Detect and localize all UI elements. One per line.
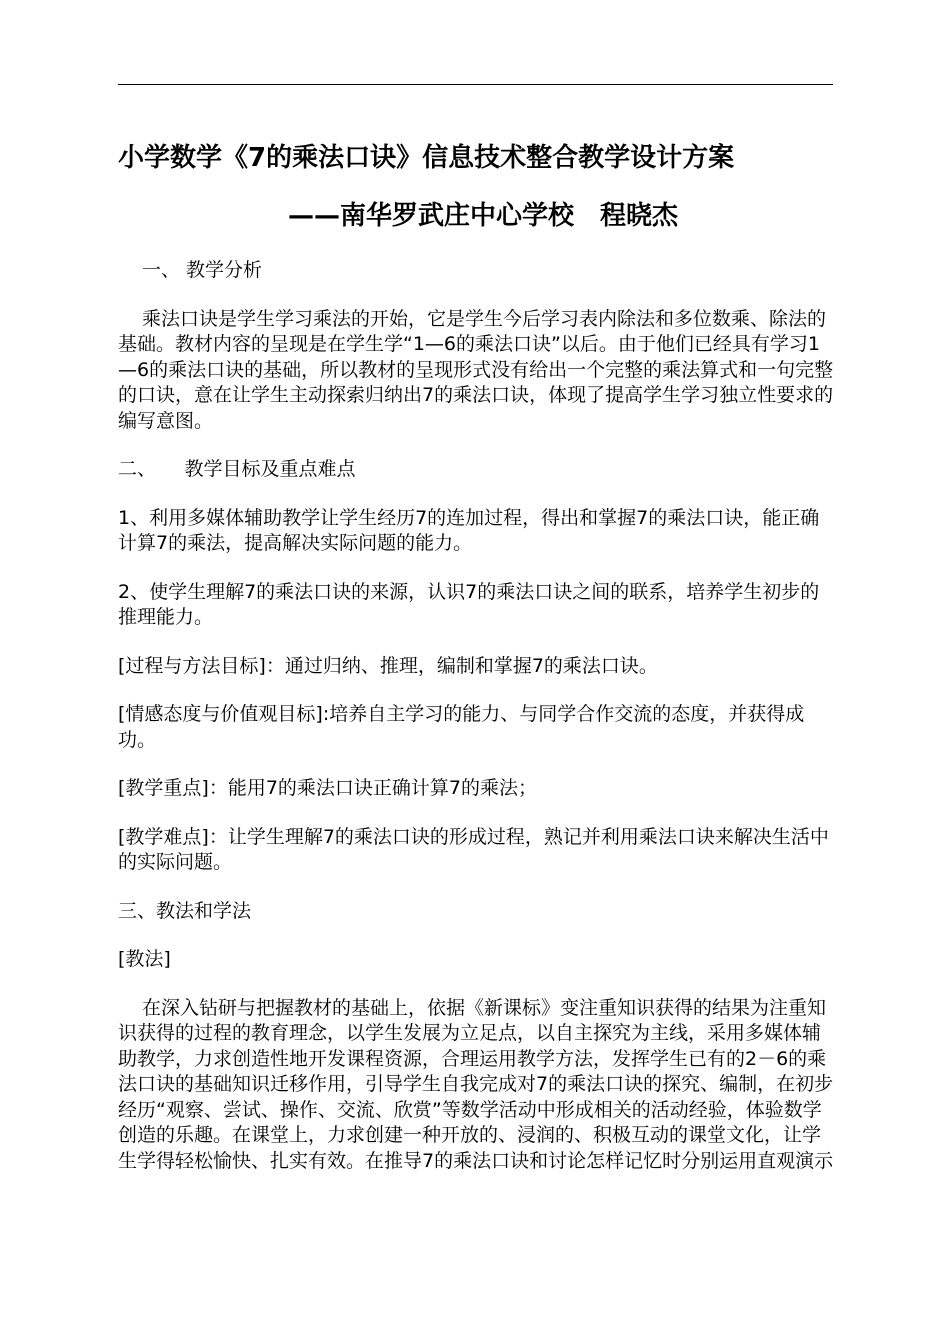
goal-process-method: [过程与方法目标]：通过归纳、推理，编制和掌握7的乘法口诀。	[118, 654, 658, 677]
teaching-key-point: [教学重点]：能用7的乘法口诀正确计算7的乘法；	[118, 777, 538, 799]
section-heading-analysis: 一、 教学分析	[142, 259, 263, 281]
section-heading-goals: 二、 教学目标及重点难点	[118, 458, 356, 480]
document-author-line: ——南华罗武庄中心学校 程晓杰	[288, 201, 679, 231]
header-rule	[118, 84, 833, 85]
goal-item-2: 2、使学生理解7的乘法口诀的来源，认识7的乘法口诀之间的联系，培养学生初步的推理能力。	[118, 580, 820, 628]
teaching-method-label: [教法]	[118, 948, 171, 970]
document-title: 小学数学《7的乘法口诀》信息技术整合教学设计方案	[118, 143, 735, 173]
goal-item-1: 1、利用多媒体辅助教学让学生经历7的连加过程，得出和掌握7的乘法口诀，能正确计算7的乘法，提高解决实际问题的能力。	[118, 506, 820, 554]
teaching-difficult-point: [教学难点]：让学生理解7的乘法口诀的形成过程，熟记并利用乘法口诀来解决生活中的实际问题。	[118, 825, 829, 873]
analysis-paragraph: 乘法口诀是学生学习乘法的开始，它是学生今后学习表内除法和多位数乘、除法的基础。教材内容的呈现是在学生学“1—6的乘法口诀”以后。由于他们已经具有学习1—6的乘法口诀的基础，所以教材的呈现形式没有给出一个完整的乘法算式和一句完整的口诀，意在让学生主动探索归纳出7的乘法口诀，体现了提高学生学习独立性要求的编写意图。	[118, 307, 834, 432]
goal-emotion-attitude: [情感态度与价值观目标]:培养自主学习的能力、与同学合作交流的态度，并获得成功。	[118, 703, 805, 751]
teaching-method-paragraph: 在深入钻研与把握教材的基础上，依据《新课标》变注重知识获得的结果为注重知识获得的过程的教育理念，以学生发展为立足点，以自主探究为主线，采用多媒体辅助教学，力求创造性地开发课程资源，合理运用教学方法，发挥学生已有的2－6的乘法口诀的基础知识迁移作用，引导学生自我完成对7的乘法口诀的探究、编制，在初步经历“观察、尝试、操作、交流、欣赏”等数学活动中形成相关的活动经验，体验数学创造的乐趣。在课堂上，力求创建一种开放的、浸润的、积极互动的课堂文化，让学生学得轻松愉快、扎实有效。在推导7的乘法口诀和讨论怎样记忆时分别运用直观演示	[118, 996, 834, 1172]
section-heading-methods: 三、教法和学法	[118, 899, 252, 922]
document-body	[118, 140, 838, 1174]
